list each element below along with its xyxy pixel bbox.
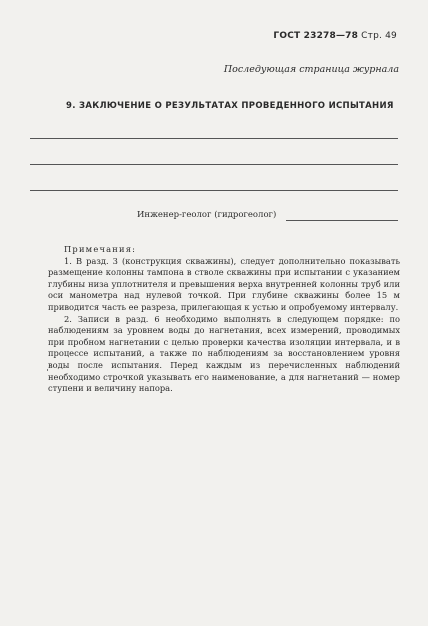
- conclusion-line-1: [30, 138, 398, 139]
- page-number: Стр. 49: [361, 31, 397, 41]
- page-header: [273, 31, 397, 41]
- standard-code: ГОСТ 23278—78: [273, 31, 359, 41]
- conclusion-line-3: [30, 190, 398, 191]
- note-item: 1. В разд. 3 (конструкция скважины), следует дополнительно показывать размещение колонны тампона в стволе скважины при испытании с указанием глубины низа уплотнителя и превышения верха внутренней колонны труб или оси манометра над нулевой точкой. При глубине скважины более 15 м приводится часть ее разреза, прилегающая к устью и опробуемому интервалу.: [48, 255, 400, 312]
- print-speck: [47, 369, 48, 371]
- signature-line: [286, 220, 398, 221]
- conclusion-line-2: [30, 164, 398, 165]
- section-title: 9. ЗАКЛЮЧЕНИЕ О РЕЗУЛЬТАТАХ ПРОВЕДЕННОГО ИСПЫТАНИЯ: [66, 101, 394, 111]
- notes-block: [48, 244, 400, 395]
- note-item: 2. Записи в разд. 6 необходимо выполнять в следующем порядке: по наблюдениям за уровнем воды до нагнетания, всех измерений, проводимых при пробном нагнетании с целью проверки качества изоляции интервала, и в процессе испытаний, а также по наблюдениям за восстановлением уровня воды после испытания. Перед каждым из перечисленных наблюдений необходимо строчкой указывать его наименование, а для нагнетаний — номер ступени и величину напора.: [48, 313, 400, 394]
- notes-heading: Примечания:: [64, 244, 137, 254]
- signature-label: Инженер-геолог (гидрогеолог): [137, 210, 277, 220]
- journal-note: Последующая страница журнала: [223, 64, 399, 75]
